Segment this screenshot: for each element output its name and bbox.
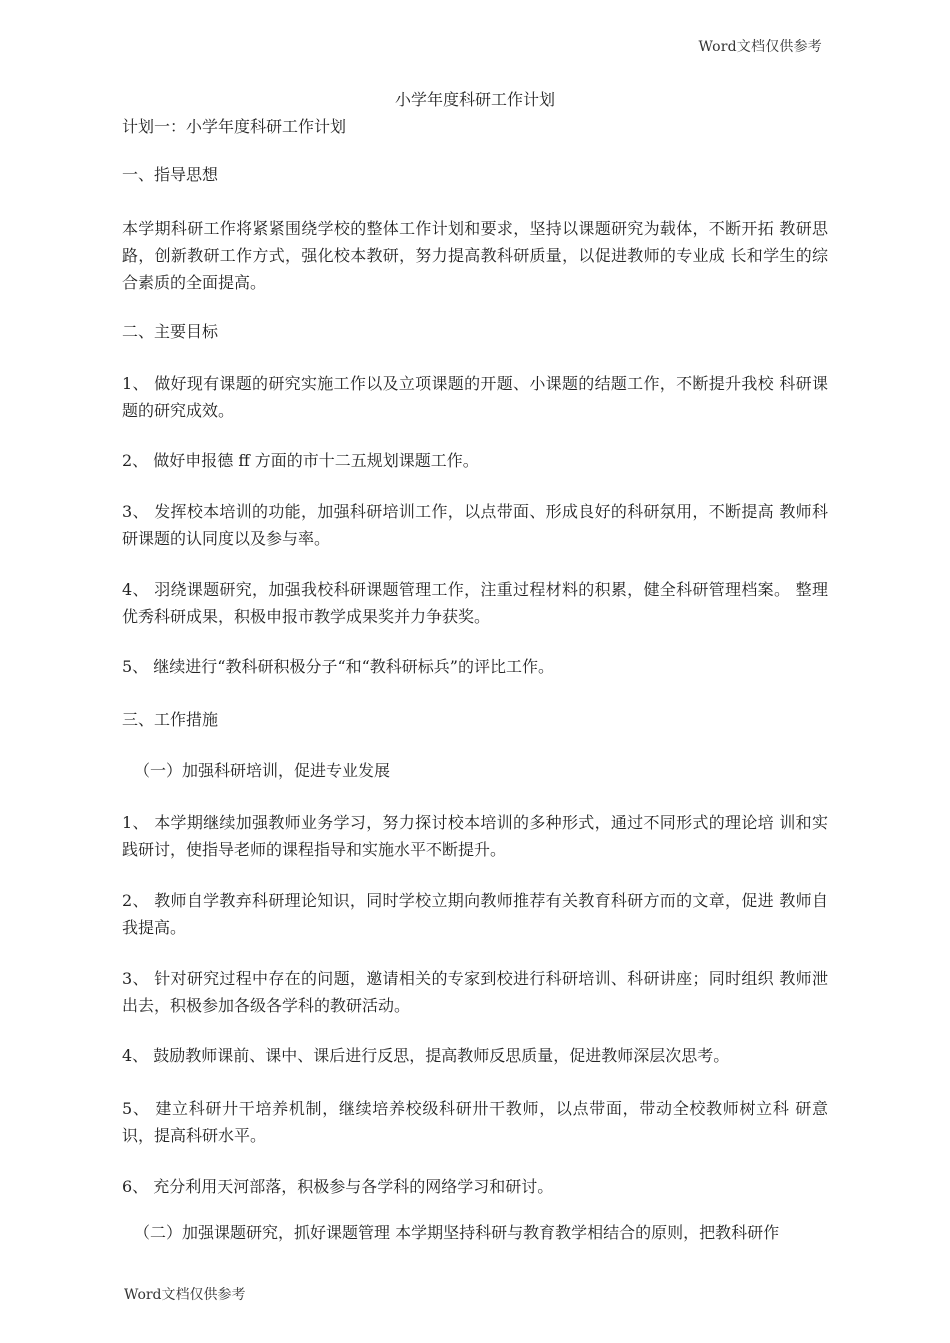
section-heading-guiding-idea: 一、指导思想 [122,165,219,184]
goal-item-2: 2、 做好申报德 ff 方面的市十二五规划课题工作。 [122,451,479,470]
measure-item-3: 3、 针对研究过程中存在的问题，邀请相关的专家到校进行科研培训、科研讲座；同时组织 教师泄出去，积极参加各级各学科的教研活动。 [122,969,828,1015]
measure-item-2: 2、 教师自学教弃科研理论知识，同时学校立期向教师推荐有关教育科研方而的文章，促进 教师自我提高。 [122,891,828,937]
goal-item-3: 3、 发挥校本培训的功能，加强科研培训工作，以点带面、形成良好的科研氛用，不断提高 教师科研课题的认同度以及参与率。 [122,502,828,548]
subsection-heading-research: （二）加强课题研究，抓好课题管理 本学期坚持科研与教育教学相结合的原则，把教科研作 [134,1223,780,1242]
measure-item-4: 4、 鼓励教师课前、课中、课后进行反思，提高教师反思质量，促进教师深层次思考。 [122,1046,730,1065]
section-heading-measures: 三、工作措施 [122,710,219,729]
subsection-heading-training: （一）加强科研培训，促进专业发展 [134,761,391,780]
plan-subtitle: 计划一：小学年度科研工作计划 [122,117,347,136]
goal-item-4: 4、 羽绕课题研究，加强我校科研课题管理工作，注重过程材料的积累，健全科研管理档案。 整理优秀科研成果，积极申报市教学成果奖并力争获奖。 [122,580,828,626]
measure-item-5: 5、 建立科研廾干培养机制，继续培养校级科研卅干教师，以点带面，带动全校教师树立科 研意识，提高科研水平。 [122,1099,828,1145]
section-heading-main-goals: 二、主要目标 [122,322,219,341]
page-header-note: Word文档仅供参考 [698,39,822,55]
goal-item-1: 1、 做好现有课题的研究实施工作以及立项课题的开题、小课题的结题工作，不断提升我校 科研课题的研究成效。 [122,374,828,420]
measure-item-6: 6、 充分利用天河部落，积极参与各学科的网络学习和研讨。 [122,1177,554,1196]
goal-item-5: 5、 继续进行“教科研积极分子“和“教科研标兵”的评比工作。 [122,657,554,676]
paragraph-guiding-idea: 本学期科研工作将紧紧围绕学校的整体工作计划和要求，坚持以课题研究为载体，不断开拓 教研思路，创新教研工作方式，强化校本教研，努力提高教科研质量，以促进教师的专业成 长和学生的综合素质的全面提高。 [122,219,828,292]
document-title: 小学年度科研工作计划 [394,90,555,109]
page-footer-note: Word文档仅供参考 [124,1287,246,1303]
measure-item-1: 1、 本学期继续加强教师业务学习，努力探讨校本培训的多种形式，通过不同形式的理论培 训和实践研讨，使指导老师的课程指导和实施水平不断提升。 [122,813,828,859]
